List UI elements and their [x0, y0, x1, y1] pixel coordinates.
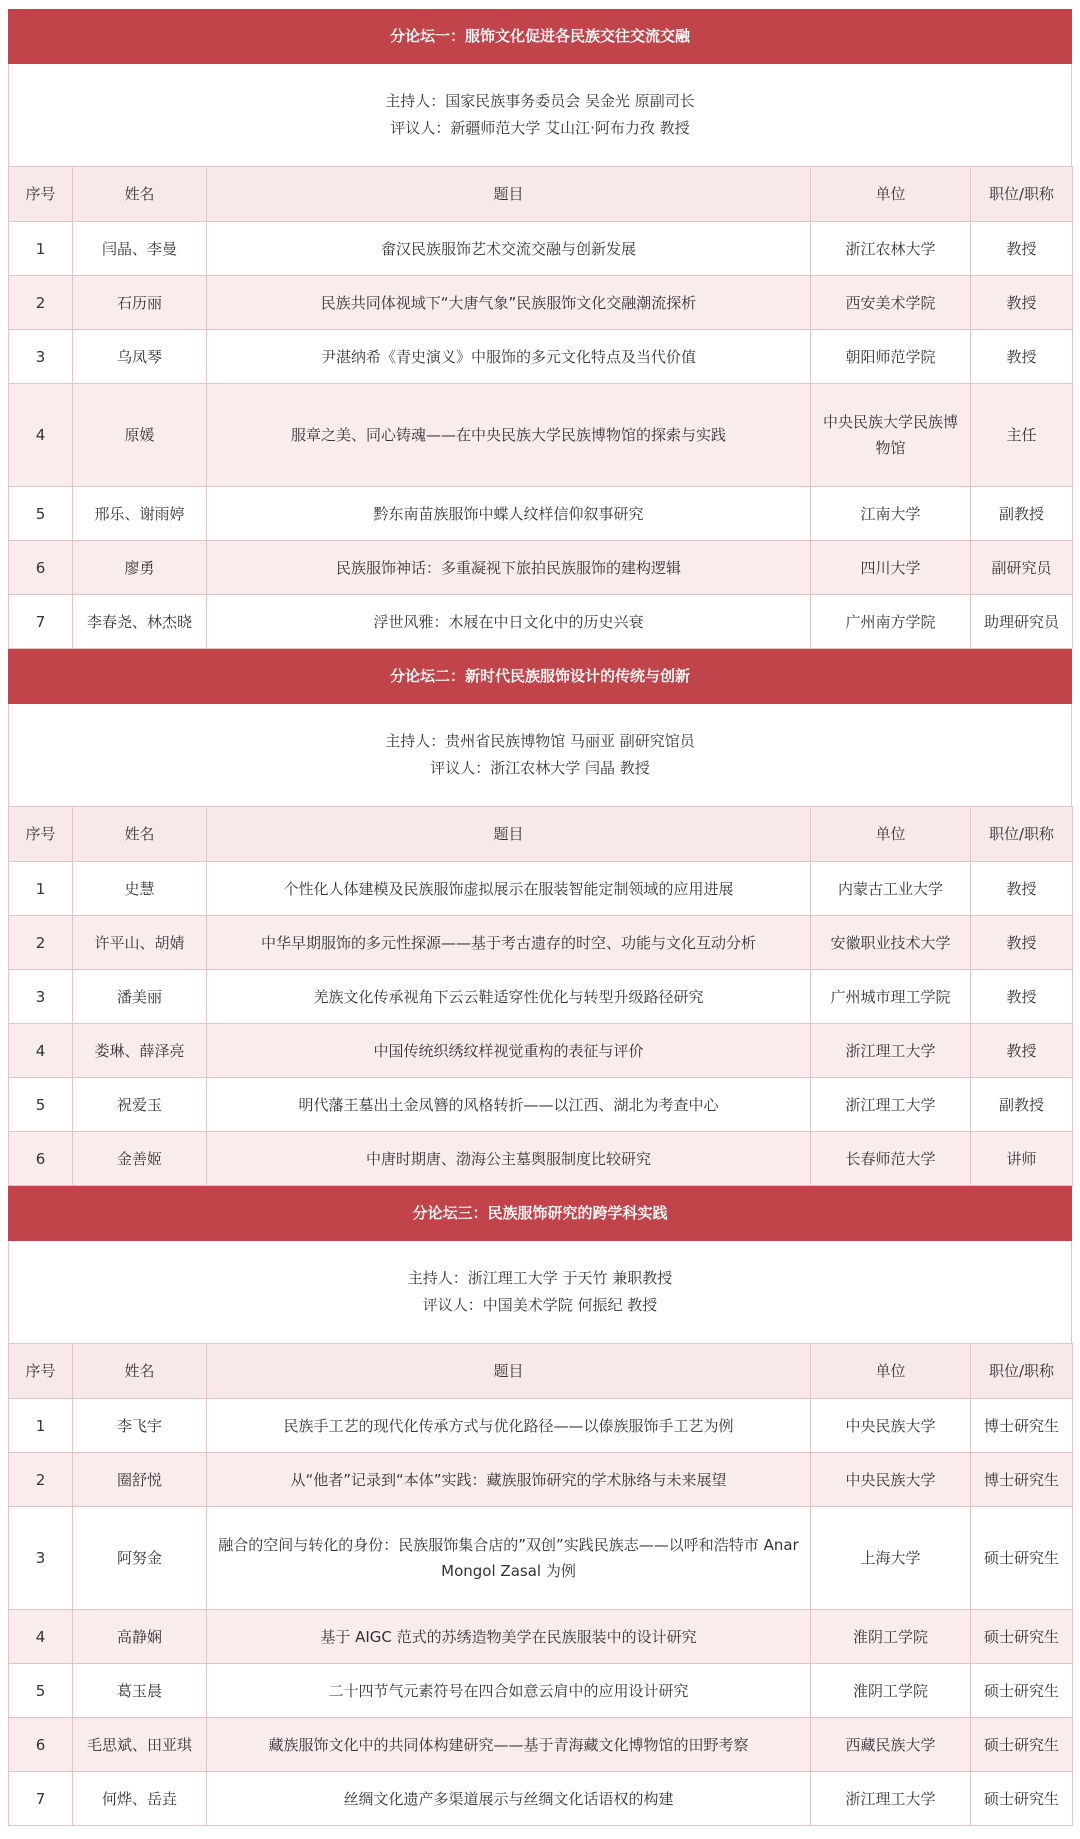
cell-topic: 融合的空间与转化的身份：民族服饰集合店的”双创”实践民族志——以呼和浩特市 Anar Mongol Zasal 为例: [207, 1507, 811, 1610]
cell-title: 博士研究生: [971, 1399, 1073, 1453]
cell-topic: 浮世风雅：木屐在中日文化中的历史兴衰: [207, 595, 811, 649]
cell-unit: 浙江理工大学: [811, 1772, 971, 1826]
table-row: [9, 384, 1073, 487]
cell-num: 5: [9, 487, 73, 541]
forum-section: [8, 9, 1072, 649]
cell-topic: 民族手工艺的现代化传承方式与优化路径——以傣族服饰手工艺为例: [207, 1399, 811, 1453]
cell-num: 4: [9, 384, 73, 487]
table-row: [9, 1718, 1073, 1772]
column-header: 职位/职称: [971, 167, 1073, 222]
cell-unit: 江南大学: [811, 487, 971, 541]
cell-title: 硕士研究生: [971, 1772, 1073, 1826]
table-row: [9, 1453, 1073, 1507]
cell-unit: 浙江理工大学: [811, 1078, 971, 1132]
cell-unit: 中央民族大学: [811, 1399, 971, 1453]
cell-unit: 西藏民族大学: [811, 1718, 971, 1772]
cell-title: 博士研究生: [971, 1453, 1073, 1507]
cell-title: 硕士研究生: [971, 1610, 1073, 1664]
cell-unit: 浙江理工大学: [811, 1024, 971, 1078]
cell-topic: 个性化人体建模及民族服饰虚拟展示在服装智能定制领域的应用进展: [207, 862, 811, 916]
forum-title: 分论坛三：民族服饰研究的跨学科实践: [8, 1186, 1072, 1241]
cell-num: 4: [9, 1024, 73, 1078]
column-header: 单位: [811, 807, 971, 862]
cell-topic: 民族服饰神话：多重凝视下旅拍民族服饰的建构逻辑: [207, 541, 811, 595]
table-row: [9, 1399, 1073, 1453]
table-row: [9, 970, 1073, 1024]
cell-unit: 中央民族大学民族博物馆: [811, 384, 971, 487]
forum-hosts: [8, 64, 1072, 166]
forum-title: 分论坛二：新时代民族服饰设计的传统与创新: [8, 649, 1072, 704]
cell-name: 圈舒悦: [73, 1453, 207, 1507]
cell-topic: 羌族文化传承视角下云云鞋适穿性优化与转型升级路径研究: [207, 970, 811, 1024]
cell-topic: 黔东南苗族服饰中蝶人纹样信仰叙事研究: [207, 487, 811, 541]
cell-unit: 广州城市理工学院: [811, 970, 971, 1024]
cell-title: 教授: [971, 330, 1073, 384]
cell-num: 5: [9, 1664, 73, 1718]
cell-unit: 中央民族大学: [811, 1453, 971, 1507]
cell-num: 2: [9, 276, 73, 330]
table-header-row: [9, 807, 1073, 862]
column-header: 题目: [207, 167, 811, 222]
forum-section: [8, 1186, 1072, 1826]
cell-topic: 中唐时期唐、渤海公主墓舆服制度比较研究: [207, 1132, 811, 1186]
cell-name: 毛思斌、田亚琪: [73, 1718, 207, 1772]
cell-name: 高静娴: [73, 1610, 207, 1664]
column-header: 姓名: [73, 167, 207, 222]
column-header: 姓名: [73, 807, 207, 862]
schedule-table: [8, 806, 1073, 1186]
cell-topic: 中国传统织绣纹样视觉重构的表征与评价: [207, 1024, 811, 1078]
cell-unit: 淮阴工学院: [811, 1610, 971, 1664]
schedule-table: [8, 1343, 1073, 1826]
table-row: [9, 1664, 1073, 1718]
forum-hosts: [8, 1241, 1072, 1343]
cell-unit: 浙江农林大学: [811, 222, 971, 276]
cell-unit: 西安美术学院: [811, 276, 971, 330]
cell-name: 金善姬: [73, 1132, 207, 1186]
cell-title: 硕士研究生: [971, 1718, 1073, 1772]
cell-num: 4: [9, 1610, 73, 1664]
cell-topic: 明代藩王墓出土金凤簪的风格转折——以江西、湖北为考查中心: [207, 1078, 811, 1132]
cell-unit: 上海大学: [811, 1507, 971, 1610]
cell-num: 5: [9, 1078, 73, 1132]
cell-topic: 藏族服饰文化中的共同体构建研究——基于青海藏文化博物馆的田野考察: [207, 1718, 811, 1772]
cell-name: 邢乐、谢雨婷: [73, 487, 207, 541]
cell-topic: 从“他者”记录到“本体”实践：藏族服饰研究的学术脉络与未来展望: [207, 1453, 811, 1507]
cell-title: 教授: [971, 916, 1073, 970]
cell-num: 6: [9, 1132, 73, 1186]
cell-unit: 内蒙古工业大学: [811, 862, 971, 916]
cell-name: 葛玉晨: [73, 1664, 207, 1718]
cell-num: 6: [9, 541, 73, 595]
cell-num: 3: [9, 330, 73, 384]
cell-name: 闫晶、李曼: [73, 222, 207, 276]
cell-num: 2: [9, 1453, 73, 1507]
column-header: 序号: [9, 167, 73, 222]
cell-name: 祝爱玉: [73, 1078, 207, 1132]
cell-unit: 朝阳师范学院: [811, 330, 971, 384]
cell-topic: 畲汉民族服饰艺术交流交融与创新发展: [207, 222, 811, 276]
cell-num: 3: [9, 970, 73, 1024]
cell-name: 何烨、岳垚: [73, 1772, 207, 1826]
cell-title: 教授: [971, 276, 1073, 330]
forum-reviewer: 评议人：新疆师范大学 艾山江·阿布力孜 教授: [390, 119, 690, 137]
table-row: [9, 1024, 1073, 1078]
cell-topic: 民族共同体视域下“大唐气象”民族服饰文化交融潮流探析: [207, 276, 811, 330]
table-row: [9, 1772, 1073, 1826]
cell-topic: 中华早期服饰的多元性探源——基于考古遗存的时空、功能与文化互动分析: [207, 916, 811, 970]
cell-name: 李飞宇: [73, 1399, 207, 1453]
cell-unit: 淮阴工学院: [811, 1664, 971, 1718]
cell-topic: 服章之美、同心铸魂——在中央民族大学民族博物馆的探索与实践: [207, 384, 811, 487]
cell-title: 副研究员: [971, 541, 1073, 595]
cell-title: 副教授: [971, 1078, 1073, 1132]
cell-title: 讲师: [971, 1132, 1073, 1186]
cell-num: 7: [9, 595, 73, 649]
column-header: 题目: [207, 807, 811, 862]
forum-title: 分论坛一：服饰文化促进各民族交往交流交融: [8, 9, 1072, 64]
table-row: [9, 1132, 1073, 1186]
column-header: 单位: [811, 167, 971, 222]
table-row: [9, 330, 1073, 384]
cell-unit: 广州南方学院: [811, 595, 971, 649]
table-row: [9, 862, 1073, 916]
column-header: 职位/职称: [971, 807, 1073, 862]
table-header-row: [9, 1344, 1073, 1399]
forum-section: [8, 649, 1072, 1186]
cell-name: 阿努金: [73, 1507, 207, 1610]
table-row: [9, 487, 1073, 541]
cell-title: 硕士研究生: [971, 1507, 1073, 1610]
cell-title: 副教授: [971, 487, 1073, 541]
cell-name: 原媛: [73, 384, 207, 487]
cell-title: 硕士研究生: [971, 1664, 1073, 1718]
cell-title: 教授: [971, 970, 1073, 1024]
table-row: [9, 541, 1073, 595]
forum-schedule: [8, 9, 1072, 1826]
cell-name: 廖勇: [73, 541, 207, 595]
cell-num: 1: [9, 1399, 73, 1453]
cell-name: 许平山、胡婧: [73, 916, 207, 970]
forum-host: 主持人：国家民族事务委员会 吴金光 原副司长: [385, 92, 695, 110]
cell-unit: 四川大学: [811, 541, 971, 595]
cell-topic: 基于 AIGC 范式的苏绣造物美学在民族服装中的设计研究: [207, 1610, 811, 1664]
cell-num: 7: [9, 1772, 73, 1826]
cell-name: 石历丽: [73, 276, 207, 330]
column-header: 姓名: [73, 1344, 207, 1399]
column-header: 序号: [9, 807, 73, 862]
cell-num: 2: [9, 916, 73, 970]
column-header: 序号: [9, 1344, 73, 1399]
table-row: [9, 222, 1073, 276]
cell-name: 乌凤琴: [73, 330, 207, 384]
forum-host: 主持人：浙江理工大学 于天竹 兼职教授: [407, 1269, 673, 1287]
forum-hosts: [8, 704, 1072, 806]
cell-name: 潘美丽: [73, 970, 207, 1024]
table-row: [9, 1507, 1073, 1610]
cell-num: 6: [9, 1718, 73, 1772]
cell-topic: 二十四节气元素符号在四合如意云肩中的应用设计研究: [207, 1664, 811, 1718]
cell-unit: 安徽职业技术大学: [811, 916, 971, 970]
forum-reviewer: 评议人：中国美术学院 何振纪 教授: [422, 1296, 658, 1314]
table-row: [9, 276, 1073, 330]
table-row: [9, 595, 1073, 649]
cell-unit: 长春师范大学: [811, 1132, 971, 1186]
column-header: 单位: [811, 1344, 971, 1399]
column-header: 职位/职称: [971, 1344, 1073, 1399]
cell-title: 教授: [971, 222, 1073, 276]
cell-title: 主任: [971, 384, 1073, 487]
cell-title: 助理研究员: [971, 595, 1073, 649]
cell-num: 1: [9, 222, 73, 276]
table-header-row: [9, 167, 1073, 222]
cell-name: 史慧: [73, 862, 207, 916]
cell-name: 娄琳、薛泽亮: [73, 1024, 207, 1078]
forum-host: 主持人：贵州省民族博物馆 马丽亚 副研究馆员: [385, 732, 695, 750]
schedule-table: [8, 166, 1073, 649]
cell-topic: 丝绸文化遗产多渠道展示与丝绸文化话语权的构建: [207, 1772, 811, 1826]
cell-num: 1: [9, 862, 73, 916]
table-row: [9, 916, 1073, 970]
column-header: 题目: [207, 1344, 811, 1399]
forum-reviewer: 评议人：浙江农林大学 闫晶 教授: [430, 759, 650, 777]
cell-topic: 尹湛纳希《青史演义》中服饰的多元文化特点及当代价值: [207, 330, 811, 384]
cell-name: 李春尧、林杰晓: [73, 595, 207, 649]
table-row: [9, 1610, 1073, 1664]
cell-title: 教授: [971, 862, 1073, 916]
table-row: [9, 1078, 1073, 1132]
cell-num: 3: [9, 1507, 73, 1610]
cell-title: 教授: [971, 1024, 1073, 1078]
